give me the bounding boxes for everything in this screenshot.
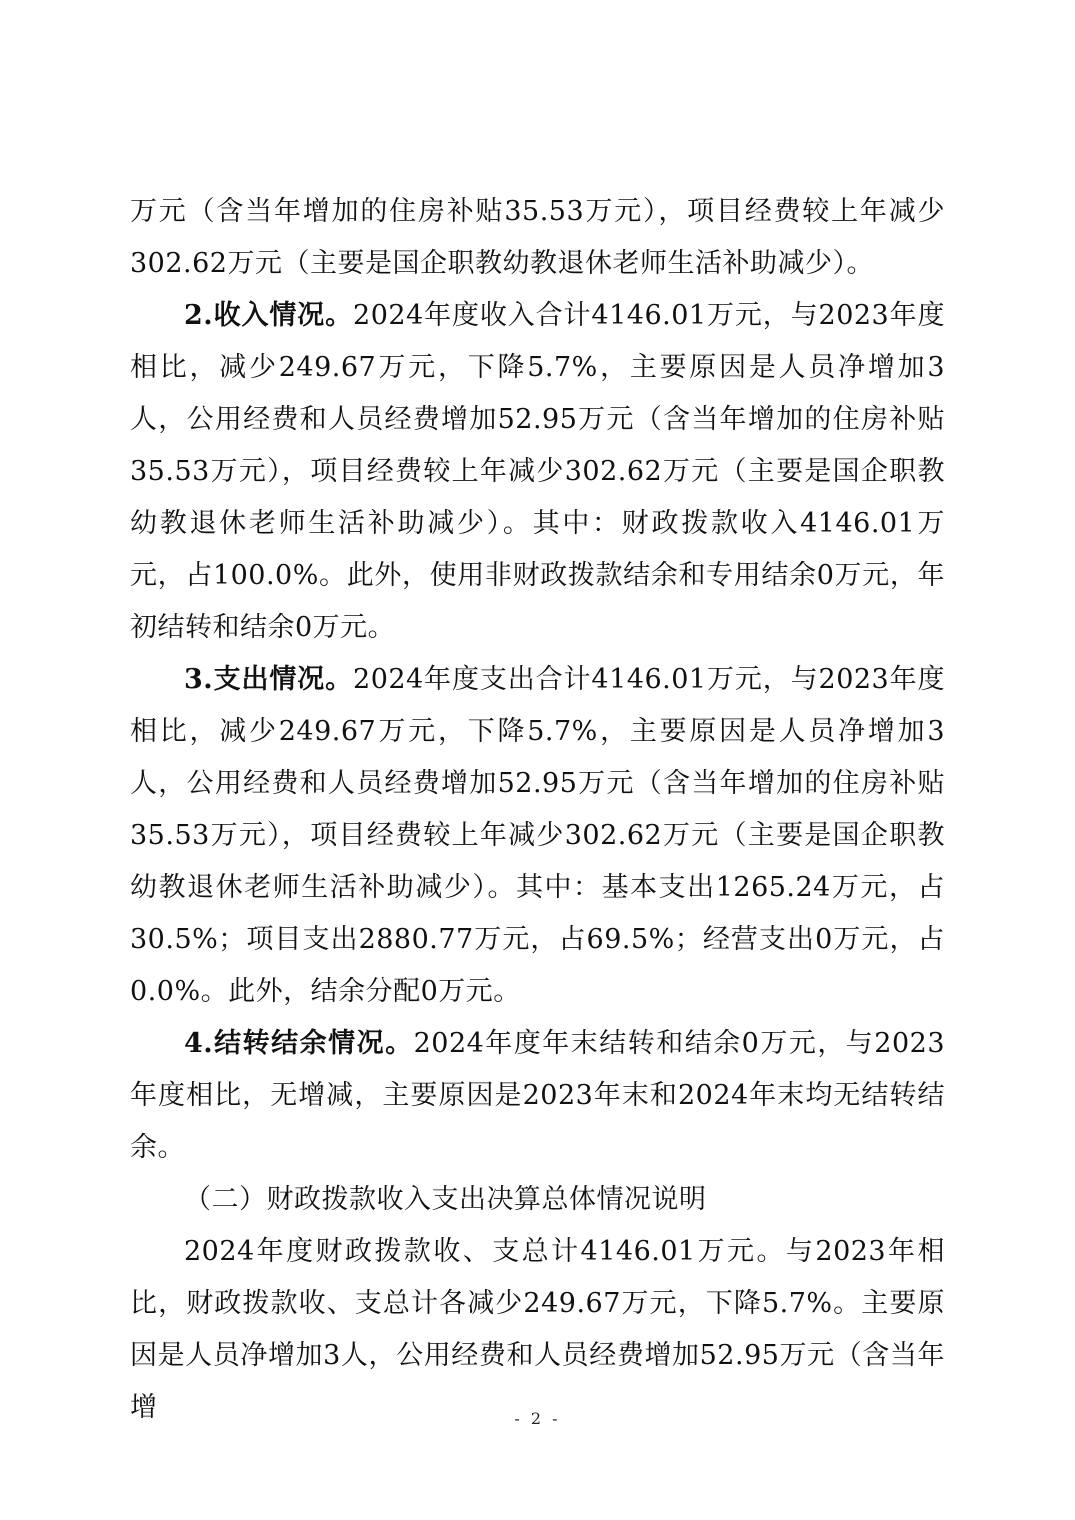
paragraph-expense: [130, 654, 945, 1018]
paragraph-balance: [130, 1018, 945, 1174]
page-number: - 2 -: [514, 1409, 561, 1428]
document-body: [130, 186, 945, 1434]
paragraph-text: 2024年度财政拨款收、支总计4146.01万元。与2023年相比，财政拨款收、支总计各减少249.67万元，下降5.7%。主要原因是人员净增加3人，公用经费和人员经费增加52.95万元（含当年增: [130, 1236, 945, 1423]
paragraph-text: 2024年度收入合计4146.01万元，与2023年度相比，减少249.67万元，下降5.7%，主要原因是人员净增加3人，公用经费和人员经费增加52.95万元（含当年增加的住房补贴35.53万元），项目经费较上年减少302.62万元（主要是国企职教幼教退休老师生活补助减少）。其中：财政拨款收入4146.01万元，占100.0%。此外，使用非财政拨款结余和专用结余0万元，年初结转和结余0万元。: [130, 300, 946, 643]
paragraph-text: 万元（含当年增加的住房补贴35.53万元），项目经费较上年减少302.62万元（主要是国企职教幼教退休老师生活补助减少）。: [130, 196, 945, 279]
paragraph-text: 2024年度年末结转和结余0万元，与2023年度相比，无增减，主要原因是2023年末和2024年末均无结转结余。: [130, 1028, 946, 1163]
section-lead-expense: 3.支出情况。: [184, 664, 354, 695]
paragraph-continuation: [130, 186, 945, 290]
paragraph-text: 2024年度支出合计4146.01万元，与2023年度相比，减少249.67万元，下降5.7%，主要原因是人员净增加3人，公用经费和人员经费增加52.95万元（含当年增加的住房补贴35.53万元），项目经费较上年减少302.62万元（主要是国企职教幼教退休老师生活补助减少）。其中：基本支出1265.24万元，占30.5%；项目支出2880.77万元，占69.5%；经营支出0万元，占0.0%。此外，结余分配0万元。: [130, 664, 946, 1007]
paragraph-fiscal: [130, 1226, 945, 1434]
section-lead-balance: 4.结转结余情况。: [184, 1028, 414, 1059]
section-lead-income: 2.收入情况。: [184, 300, 354, 331]
paragraph-income: [130, 290, 945, 654]
section-heading: [130, 1174, 945, 1226]
section-heading-text: （二）财政拨款收入支出决算总体情况说明: [184, 1184, 707, 1215]
